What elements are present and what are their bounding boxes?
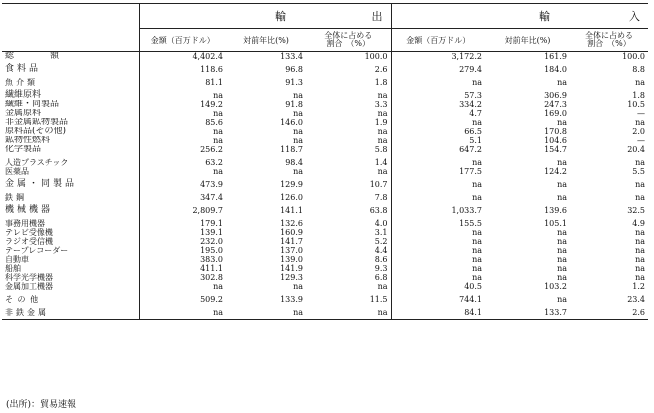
cell-value: na	[557, 118, 567, 127]
cell-value: na	[557, 264, 567, 273]
row-label: 機械機器	[2, 202, 139, 215]
cell-value: 4,402.4	[192, 52, 223, 61]
cell-value: na	[472, 193, 482, 202]
cell-value: 411.1	[200, 264, 223, 273]
cell-value: na	[306, 127, 391, 136]
cell-value: 7.8	[306, 189, 391, 202]
row-label: 鉄鋼	[2, 189, 139, 202]
cell-value: 1.2	[632, 282, 645, 291]
cell-value: na	[306, 167, 391, 176]
cell-value: na	[635, 193, 645, 202]
row-label: ラジオ受信機	[2, 237, 139, 246]
cell-value: na	[557, 158, 567, 167]
cell-value: 118.6	[200, 65, 223, 74]
cell-value: —	[637, 109, 645, 118]
export-header-right: 出	[306, 4, 391, 29]
export-header-left: 輸	[139, 4, 306, 29]
cell-value: na	[472, 78, 482, 87]
cell-value: 3.3	[306, 100, 391, 109]
row-label: 医薬品	[2, 167, 139, 176]
cell-value: na	[293, 127, 303, 136]
cell-value: 3.1	[306, 228, 391, 237]
row-label: テレビ受像機	[2, 228, 139, 237]
cell-value: 133.7	[485, 304, 570, 320]
cell-value: 302.8	[200, 273, 223, 282]
cell-value: 132.6	[280, 219, 303, 228]
table-row	[2, 52, 648, 62]
cell-value: 6.8	[306, 273, 391, 282]
cell-value: 8.6	[306, 255, 391, 264]
export-share-line2: 割合 （%）	[326, 39, 371, 48]
cell-value: na	[306, 109, 391, 118]
cell-value: 4.0	[306, 215, 391, 228]
cell-value: na	[635, 264, 645, 273]
cell-value: 91.8	[285, 100, 303, 109]
table-row	[2, 273, 648, 282]
row-label: 原料品(その他)	[2, 127, 139, 136]
row-label: 化学製品	[2, 145, 139, 154]
cell-value: 1.8	[632, 91, 645, 100]
row-label: 鉱物性燃料	[2, 136, 139, 145]
cell-value: na	[293, 91, 303, 100]
cell-value: 4.4	[306, 246, 391, 255]
table-row	[2, 167, 648, 176]
cell-value: 473.9	[200, 180, 223, 189]
cell-value: 177.5	[459, 167, 482, 176]
cell-value: 1,033.7	[451, 206, 482, 215]
row-label: 非金属鉱物製品	[2, 118, 139, 127]
cell-value: na	[635, 228, 645, 237]
table-row	[2, 61, 648, 74]
table-row	[2, 291, 648, 304]
cell-value: 5.8	[306, 145, 391, 154]
cell-value: na	[306, 87, 391, 100]
row-label: 人造プラスチック	[2, 154, 139, 167]
import-share-line2: 割合 （%）	[587, 39, 631, 48]
cell-value: 179.1	[200, 219, 223, 228]
cell-value: 103.2	[544, 282, 567, 291]
cell-value: 11.5	[306, 291, 391, 304]
export-share-header	[306, 29, 391, 52]
cell-value: na	[213, 282, 223, 291]
cell-value: 744.1	[459, 295, 482, 304]
cell-value: 347.4	[200, 193, 223, 202]
cell-value: 139.0	[280, 255, 303, 264]
cell-value: 1.4	[306, 154, 391, 167]
table-row	[2, 202, 648, 215]
cell-value: 40.5	[464, 282, 482, 291]
cell-value: 85.6	[205, 118, 223, 127]
export-amount-header: 金額（百万ドル）	[139, 29, 226, 52]
row-label: 船舶	[2, 264, 139, 273]
cell-value: 137.0	[280, 246, 303, 255]
row-label: 自動車	[2, 255, 139, 264]
table-header	[2, 4, 648, 52]
table-row	[2, 154, 648, 167]
cell-value: 63.2	[205, 158, 223, 167]
cell-value: na	[472, 246, 482, 255]
cell-value: na	[635, 255, 645, 264]
cell-value: na	[213, 136, 223, 145]
table-row	[2, 255, 648, 264]
cell-value: 5.2	[306, 237, 391, 246]
cell-value: na	[472, 228, 482, 237]
cell-value: 509.2	[200, 295, 223, 304]
row-label: 魚介類	[2, 74, 139, 87]
cell-value: na	[635, 237, 645, 246]
table-row	[2, 74, 648, 87]
cell-value: 100.0	[622, 52, 645, 61]
cell-value: 105.1	[544, 219, 567, 228]
table-body	[2, 52, 648, 320]
source-note: (出所)：貿易速報	[6, 400, 77, 410]
cell-value: na	[139, 304, 226, 320]
cell-value: 5.5	[632, 167, 645, 176]
cell-value: 247.3	[544, 100, 567, 109]
cell-value: 91.3	[285, 78, 303, 87]
row-label: 金属・同製品	[2, 176, 139, 189]
cell-value: 306.9	[544, 91, 567, 100]
export-yoy-header: 対前年比(%)	[226, 29, 306, 52]
row-label: テープレコーダー	[2, 246, 139, 255]
table-row	[2, 215, 648, 228]
import-share-header	[570, 29, 648, 52]
cell-value: 256.2	[200, 145, 223, 154]
cell-value: na	[557, 295, 567, 304]
cell-value: 126.0	[280, 193, 303, 202]
cell-value: na	[557, 246, 567, 255]
cell-value: na	[557, 237, 567, 246]
cell-value: 32.5	[627, 206, 645, 215]
row-label: 科学光学機器	[2, 273, 139, 282]
cell-value: na	[557, 228, 567, 237]
cell-value: 232.0	[200, 237, 223, 246]
cell-value: na	[472, 180, 482, 189]
cell-value: na	[635, 158, 645, 167]
cell-value: 160.9	[280, 228, 303, 237]
cell-value: 141.9	[280, 264, 303, 273]
export-share-line1: 全体に占める	[324, 31, 373, 40]
cell-value: 2.0	[632, 127, 645, 136]
cell-value: 279.4	[459, 65, 482, 74]
cell-value: 4.7	[469, 109, 482, 118]
cell-value: na	[472, 118, 482, 127]
table-row	[2, 264, 648, 273]
cell-value: 1.8	[306, 74, 391, 87]
cell-value: 57.3	[464, 91, 482, 100]
cell-value: na	[293, 167, 303, 176]
cell-value: 334.2	[459, 100, 482, 109]
table-row	[2, 282, 648, 291]
cell-value: na	[557, 255, 567, 264]
cell-value: 98.4	[285, 158, 303, 167]
row-label: 総 額	[2, 52, 139, 62]
cell-value: na	[635, 246, 645, 255]
import-amount-header: 金額（百万ドル）	[391, 29, 485, 52]
cell-value: na	[635, 78, 645, 87]
cell-value: 647.2	[459, 145, 482, 154]
table-row	[2, 87, 648, 100]
cell-value: 141.1	[280, 206, 303, 215]
import-share-line1: 全体に占める	[585, 31, 633, 40]
cell-value: na	[226, 304, 306, 320]
cell-value: na	[293, 109, 303, 118]
cell-value: 5.1	[469, 136, 482, 145]
cell-value: na	[557, 78, 567, 87]
cell-value: 170.8	[544, 127, 567, 136]
cell-value: na	[306, 136, 391, 145]
table-row	[2, 176, 648, 189]
row-label: 繊維原料	[2, 87, 139, 100]
cell-value: 129.3	[280, 273, 303, 282]
cell-value: 9.3	[306, 264, 391, 273]
cell-value: 2.6	[570, 304, 648, 320]
category-header	[2, 4, 139, 52]
cell-value: 4.9	[632, 219, 645, 228]
cell-value: 169.0	[544, 109, 567, 118]
table-row	[2, 189, 648, 202]
cell-value: 118.7	[280, 145, 303, 154]
table-row	[2, 304, 648, 320]
cell-value: na	[213, 91, 223, 100]
cell-value: na	[306, 282, 391, 291]
cell-value: na	[213, 127, 223, 136]
import-header-right: 入	[570, 4, 648, 29]
cell-value: 100.0	[306, 52, 391, 62]
cell-value: 154.7	[544, 145, 567, 154]
cell-value: na	[472, 158, 482, 167]
cell-value: 84.1	[391, 304, 485, 320]
cell-value: 149.2	[200, 100, 223, 109]
cell-value: 2.6	[306, 61, 391, 74]
cell-value: na	[472, 237, 482, 246]
table-row	[2, 237, 648, 246]
cell-value: na	[472, 273, 482, 282]
table-row	[2, 136, 648, 145]
cell-value: 23.4	[627, 295, 645, 304]
table-row	[2, 228, 648, 237]
cell-value: na	[635, 180, 645, 189]
cell-value: 10.7	[306, 176, 391, 189]
row-label: 金属原料	[2, 109, 139, 118]
cell-value: na	[472, 264, 482, 273]
cell-value: 155.5	[459, 219, 482, 228]
cell-value: 63.8	[306, 202, 391, 215]
cell-value: 104.6	[544, 136, 567, 145]
cell-value: na	[213, 167, 223, 176]
table-row	[2, 109, 648, 118]
cell-value: 133.9	[280, 295, 303, 304]
cell-value: 1.9	[306, 118, 391, 127]
table-row	[2, 118, 648, 127]
row-label: 非鉄金属	[2, 304, 139, 320]
row-label: 繊維・同製品	[2, 100, 139, 109]
cell-value: —	[637, 136, 645, 145]
import-header-left: 輸	[391, 4, 570, 29]
cell-value: 195.0	[200, 246, 223, 255]
cell-value: 383.0	[200, 255, 223, 264]
import-yoy-header: 対前年比(%)	[485, 29, 570, 52]
cell-value: na	[635, 118, 645, 127]
cell-value: na	[293, 136, 303, 145]
cell-value: 81.1	[205, 78, 223, 87]
trade-table	[2, 3, 648, 320]
cell-value: 139.6	[544, 206, 567, 215]
cell-value: 3,172.2	[451, 52, 482, 61]
cell-value: 184.0	[544, 65, 567, 74]
table-row	[2, 100, 648, 109]
cell-value: na	[293, 282, 303, 291]
table-row	[2, 145, 648, 154]
cell-value: 161.9	[544, 52, 567, 61]
cell-value: 146.0	[280, 118, 303, 127]
row-label: 食料品	[2, 61, 139, 74]
cell-value: na	[472, 255, 482, 264]
cell-value: 2,809.7	[192, 206, 223, 215]
cell-value: 124.2	[544, 167, 567, 176]
row-label: 事務用機器	[2, 215, 139, 228]
cell-value: 10.5	[627, 100, 645, 109]
cell-value: 129.9	[280, 180, 303, 189]
cell-value: na	[557, 180, 567, 189]
cell-value: 96.8	[285, 65, 303, 74]
cell-value: na	[213, 109, 223, 118]
table-row	[2, 246, 648, 255]
row-label: そ の 他	[2, 291, 139, 304]
cell-value: 139.1	[200, 228, 223, 237]
table-row	[2, 127, 648, 136]
cell-value: 133.4	[280, 52, 303, 61]
cell-value: na	[557, 193, 567, 202]
cell-value: na	[557, 273, 567, 282]
cell-value: na	[306, 304, 391, 320]
row-label: 金属加工機器	[2, 282, 139, 291]
cell-value: 141.7	[280, 237, 303, 246]
cell-value: 66.5	[464, 127, 482, 136]
cell-value: na	[635, 273, 645, 282]
cell-value: 8.8	[632, 65, 645, 74]
cell-value: 20.4	[627, 145, 645, 154]
